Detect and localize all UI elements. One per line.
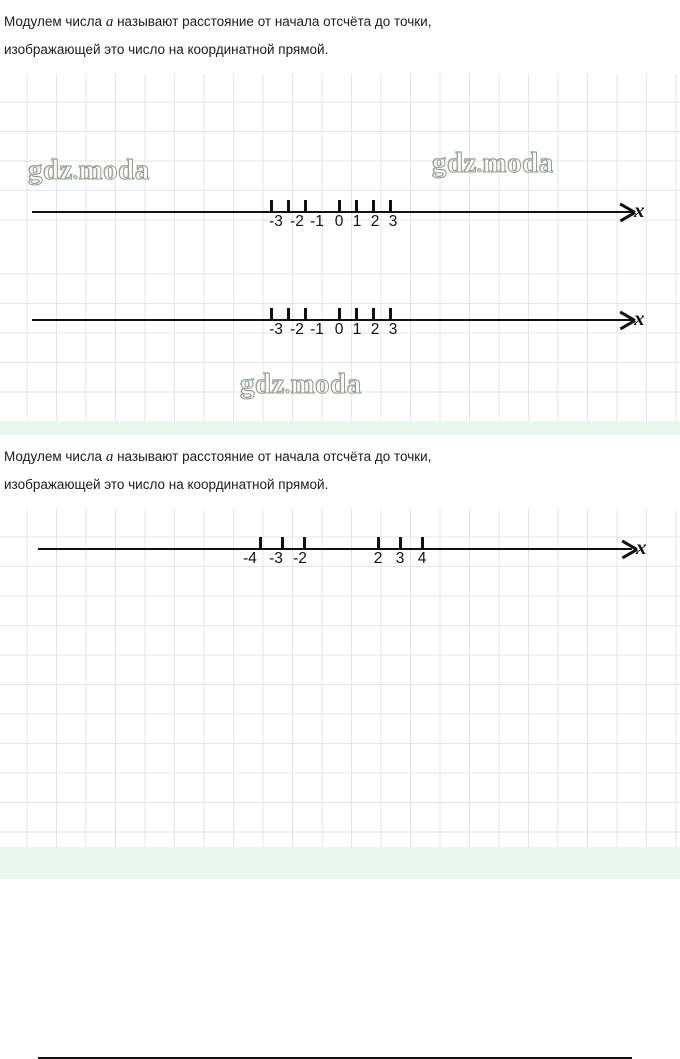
paragraph-text-pre: Модулем числа xyxy=(4,449,106,464)
axis-label-x: x xyxy=(634,198,645,222)
paragraph-line-2: изображающей это число на координатной прямой. xyxy=(4,42,329,57)
tick-label: 1 xyxy=(352,321,362,338)
tick-label: -3 xyxy=(269,213,283,230)
tick-mark xyxy=(338,308,341,321)
tick-label: -2 xyxy=(290,321,304,338)
watermark: gdz.moda xyxy=(432,147,554,179)
tick-mark xyxy=(287,200,290,213)
tick-label: 3 xyxy=(388,321,398,338)
axis-label-x: x xyxy=(634,306,645,330)
paragraph-line-2: изображающей это число на координатной прямой. xyxy=(4,477,329,492)
watermark: gdz.moda xyxy=(28,154,150,186)
tick-mark xyxy=(389,200,392,213)
paragraph-text-post: называют расстояние от начала отсчёта до точки, xyxy=(113,14,432,29)
tick-label: -2 xyxy=(290,213,304,230)
tick-mark xyxy=(355,200,358,213)
paragraph-line-1 xyxy=(4,443,674,471)
tick-label: -1 xyxy=(310,321,324,338)
tick-mark xyxy=(372,308,375,321)
figure-3-region xyxy=(0,509,680,627)
figure-1 xyxy=(0,74,680,246)
tick-mark xyxy=(304,308,307,321)
tick-label: -4 xyxy=(243,550,257,567)
tick-mark xyxy=(372,200,375,213)
tick-label: 3 xyxy=(395,550,405,567)
tick-label: -1 xyxy=(310,213,324,230)
tick-label: 2 xyxy=(370,213,380,230)
variable-a: a xyxy=(105,14,114,30)
paragraph-text-pre: Модулем числа xyxy=(4,14,106,29)
tick-label: 4 xyxy=(417,550,427,567)
tick-mark xyxy=(338,200,341,213)
tick-label: -3 xyxy=(269,550,283,567)
tick-mark xyxy=(270,308,273,321)
watermark: gdz.moda xyxy=(240,368,362,400)
tick-label: 1 xyxy=(352,213,362,230)
tick-label: -3 xyxy=(269,321,283,338)
tick-label: 3 xyxy=(388,213,398,230)
tick-mark xyxy=(270,200,273,213)
footer-band xyxy=(0,847,680,879)
tick-mark xyxy=(355,308,358,321)
figure-1-region xyxy=(0,74,680,246)
axis-label-x: x xyxy=(636,535,647,559)
variable-a: a xyxy=(105,449,114,465)
paragraph-block-2 xyxy=(0,435,680,509)
tick-label: 0 xyxy=(334,213,344,230)
paragraph-block-1 xyxy=(0,0,680,74)
paragraph-text-post: называют расстояние от начала отсчёта до точки, xyxy=(113,449,432,464)
tick-label: 2 xyxy=(370,321,380,338)
tick-mark xyxy=(389,308,392,321)
tick-mark xyxy=(287,308,290,321)
section-separator-band xyxy=(0,421,680,435)
tick-label: 0 xyxy=(334,321,344,338)
figure-4-region xyxy=(0,627,680,847)
figure-3 xyxy=(0,509,680,627)
paragraph-line-1 xyxy=(4,8,674,36)
tick-label: 2 xyxy=(373,550,383,567)
tick-mark xyxy=(304,200,307,213)
tick-label: -2 xyxy=(293,550,307,567)
